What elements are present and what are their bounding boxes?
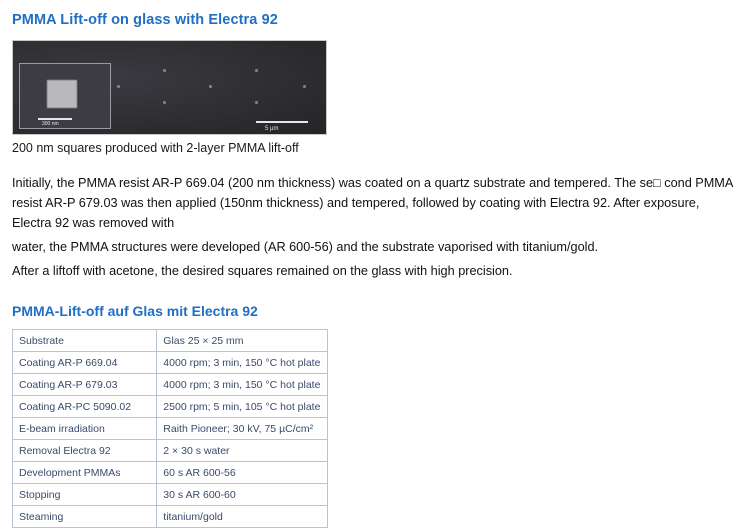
table-cell-key: Coating AR-PC 5090.02: [13, 396, 157, 418]
main-scale-bar: [256, 121, 308, 123]
table-row: [13, 462, 328, 484]
table-cell-key: Removal Electra 92: [13, 440, 157, 462]
inset-scale-label: 300 nm: [42, 121, 59, 127]
sem-feature-dot: [255, 101, 258, 104]
table-cell-value: 30 s AR 600-60: [157, 484, 328, 506]
table-cell-value: 4000 rpm; 3 min, 150 °C hot plate: [157, 374, 328, 396]
table-cell-value: Raith Pioneer; 30 kV, 75 µC/cm²: [157, 418, 328, 440]
section-subtitle: PMMA-Lift-off auf Glas mit Electra 92: [12, 303, 258, 319]
table-row: [13, 418, 328, 440]
paragraph-1: Initially, the PMMA resist AR-P 669.04 (200 nm thickness) was coated on a quartz substrate and tempered. The se□ cond PMMA resist AR-P 679.03 was then applied (150nm thickness) and tempered, followed by coating with Electra 92. After exposure, Electra 92 was removed with: [12, 176, 733, 230]
table-row: [13, 440, 328, 462]
sem-inset-square: [47, 80, 77, 108]
table-cell-key: Coating AR-P 679.03: [13, 374, 157, 396]
table-row: [13, 374, 328, 396]
process-parameters-table: [12, 329, 328, 528]
table-cell-value: Glas 25 × 25 mm: [157, 330, 328, 352]
main-scale-label: 5 µm: [265, 126, 279, 132]
table-cell-key: Steaming: [13, 506, 157, 528]
sem-feature-dot: [117, 85, 120, 88]
sem-micrograph-figure: [12, 40, 327, 135]
table-row: [13, 396, 328, 418]
table-cell-value: 4000 rpm; 3 min, 150 °C hot plate: [157, 352, 328, 374]
paragraph-3: After a liftoff with acetone, the desired squares remained on the glass with high precision.: [12, 264, 513, 278]
table-row: [13, 352, 328, 374]
sem-feature-dot: [163, 69, 166, 72]
sem-feature-dot: [255, 69, 258, 72]
body-text: [12, 173, 738, 281]
table-cell-value: 2 × 30 s water: [157, 440, 328, 462]
table-cell-value: 2500 rpm; 5 min, 105 °C hot plate: [157, 396, 328, 418]
table-cell-key: E-beam irradiation: [13, 418, 157, 440]
figure-caption: 200 nm squares produced with 2-layer PMMA lift-off: [12, 141, 299, 155]
inset-scale-bar: [38, 118, 72, 120]
table-row: [13, 330, 328, 352]
page-title: PMMA Lift-off on glass with Electra 92: [12, 12, 278, 28]
table-cell-value: titanium/gold: [157, 506, 328, 528]
table-cell-key: Substrate: [13, 330, 157, 352]
table-cell-value: 60 s AR 600-56: [157, 462, 328, 484]
sem-feature-dot: [163, 101, 166, 104]
paragraph-2: water, the PMMA structures were developed (AR 600-56) and the substrate vaporised with titanium/gold.: [12, 240, 599, 254]
table-cell-key: Stopping: [13, 484, 157, 506]
table-row: [13, 484, 328, 506]
sem-feature-dot: [303, 85, 306, 88]
sem-feature-dot: [209, 85, 212, 88]
table-cell-key: Coating AR-P 669.04: [13, 352, 157, 374]
sem-inset-panel: [19, 63, 111, 129]
table-cell-key: Development PMMAs: [13, 462, 157, 484]
table-row: [13, 506, 328, 528]
